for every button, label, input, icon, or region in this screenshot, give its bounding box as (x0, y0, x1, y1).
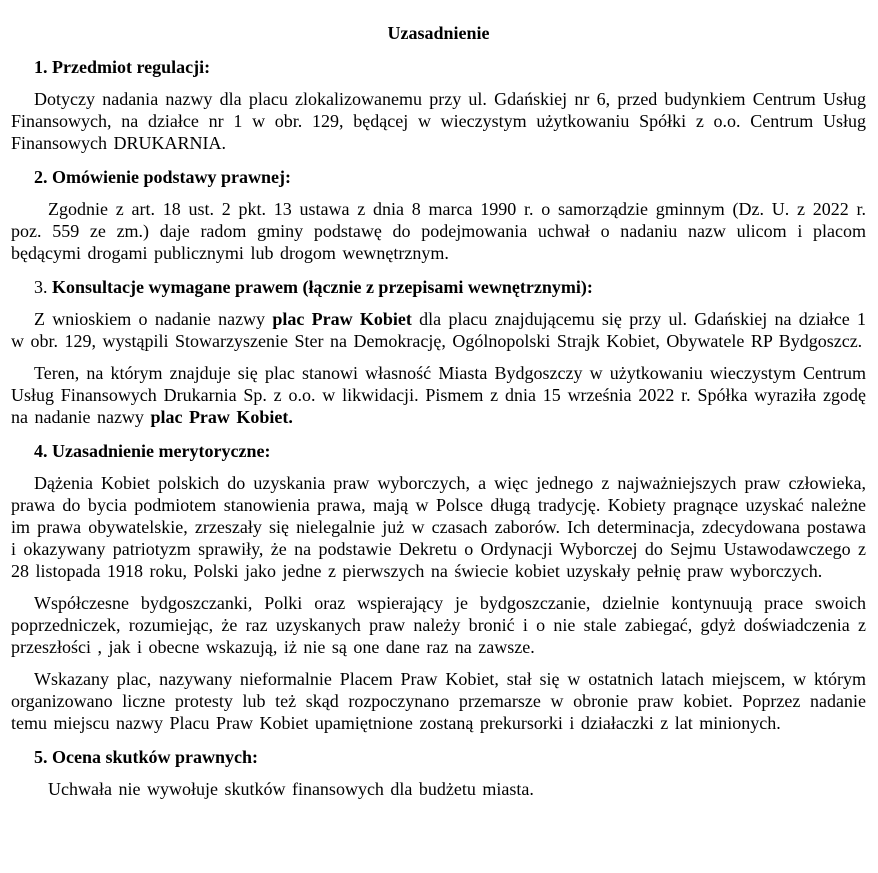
paragraph-podstawa-prawna (11, 198, 866, 264)
paragraph-text: Uchwała nie wywołuje skutków finansowych dla budżetu miasta. (48, 779, 534, 799)
section-heading-2 (11, 166, 866, 188)
section-heading-4-text: 4. Uzasadnienie merytoryczne: (34, 441, 271, 461)
document-title-text: Uzasadnienie (387, 23, 490, 43)
paragraph-text: dla placu znajdującemu się przy ul. Gdańskiej na działce 1 w obr. 129, wystąpili Stowarzyszenie Ster na Demokrację, Ogólnopolski Strajk Kobiet, Obywatele RP Bydgoszcz. (11, 309, 867, 351)
paragraph-bold-plac-praw-kobiet: plac Praw Kobiet. (150, 407, 293, 427)
section-heading-1-text: 1. Przedmiot regulacji: (34, 57, 211, 77)
paragraph-wspolczesne (11, 592, 866, 658)
paragraph-text: Dążenia Kobiet polskich do uzyskania praw wyborczych, a więc jednego z najważniejszych praw człowieka, prawa do bycia podmiotem stanowienia prawa, mają w Polsce długą tradycję. Kobiety pragnące uzyskać należne im prawa obywatelskie, zrzeszały się nielegalnie już w czasach zaborów. Ich determinacja, zdecydowana postawa i okazywany patriotyzm sprawiły, że na podstawie Dekretu o Ordynacji Wyborczej do Sejmu Ustawodawczego z 28 listopada 1918 roku, Polski jako jedne z pierwszych na świecie kobiet uzyskały pełnię praw wyborczych. (11, 473, 866, 581)
paragraph-teren (11, 362, 866, 428)
paragraph-przedmiot-regulacji (11, 88, 866, 154)
paragraph-text: Zgodnie z art. 18 ust. 2 pkt. 13 ustawa z dnia 8 marca 1990 r. o samorządzie gminnym (Dz. U. z 2022 r. poz. 559 ze zm.) daje radom gminy podstawę do podejmowania uchwał o nadaniu nazw ulicom i placom będącymi drogami publicznymi lub drogom wewnętrznym. (11, 199, 866, 263)
section-heading-3-number: 3. (34, 277, 52, 297)
paragraph-wskazany-plac (11, 668, 866, 734)
paragraph-text: Współczesne bydgoszczanki, Polki oraz wspierający je bydgoszczanie, dzielnie kontynuują prace swoich poprzedniczek, rozumiejąc, że raz uzyskanych praw należy bronić i o nie stale zabiegać, gdyż doświadczenia z przeszłości , jak i obecne wskazują, iż nie są one dane raz na zawsze. (11, 593, 866, 657)
section-heading-4 (11, 440, 866, 462)
document-title (11, 22, 866, 44)
section-heading-5-text: 5. Ocena skutków prawnych: (34, 747, 259, 767)
paragraph-bold-plac-praw-kobiet: plac Praw Kobiet (272, 309, 412, 329)
section-heading-3 (11, 276, 866, 298)
paragraph-text: Dotyczy nadania nazwy dla placu zlokalizowanemu przy ul. Gdańskiej nr 6, przed budynkiem Centrum Usług Finansowych, na działce nr 1 w obr. 129, będącej w wieczystym użytkowaniu Spółki z o.o. Centrum Usług Finansowych DRUKARNIA. (11, 89, 866, 153)
section-heading-5 (11, 746, 866, 768)
section-heading-2-text: 2. Omówienie podstawy prawnej: (34, 167, 291, 187)
paragraph-ocena-skutkow (11, 778, 866, 800)
paragraph-wniosek (11, 308, 866, 352)
section-heading-1 (11, 56, 866, 78)
paragraph-text: Teren, na którym znajduje się plac stanowi własność Miasta Bydgoszczy w użytkowaniu wieczystym Centrum Usług Finansowych Drukarnia Sp. z o.o. w likwidacji. Pismem z dnia 15 września 2022 r. Spółka wyraziła zgodę na nadanie nazwy (11, 363, 866, 427)
paragraph-text: Wskazany plac, nazywany nieformalnie Placem Praw Kobiet, stał się w ostatnich latach miejscem, w którym organizowano liczne protesty lub też skąd rozpoczynano przemarsze w obronie praw kobiet. Poprzez nadanie temu miejscu nazwy Placu Praw Kobiet upamiętnione zostaną prekursorki i działaczki z lat minionych. (11, 669, 866, 733)
paragraph-dazenia-kobiet (11, 472, 866, 582)
section-heading-3-text: Konsultacje wymagane prawem (łącznie z przepisami wewnętrznymi): (52, 277, 593, 297)
paragraph-text: Z wnioskiem o nadanie nazwy (34, 309, 273, 329)
